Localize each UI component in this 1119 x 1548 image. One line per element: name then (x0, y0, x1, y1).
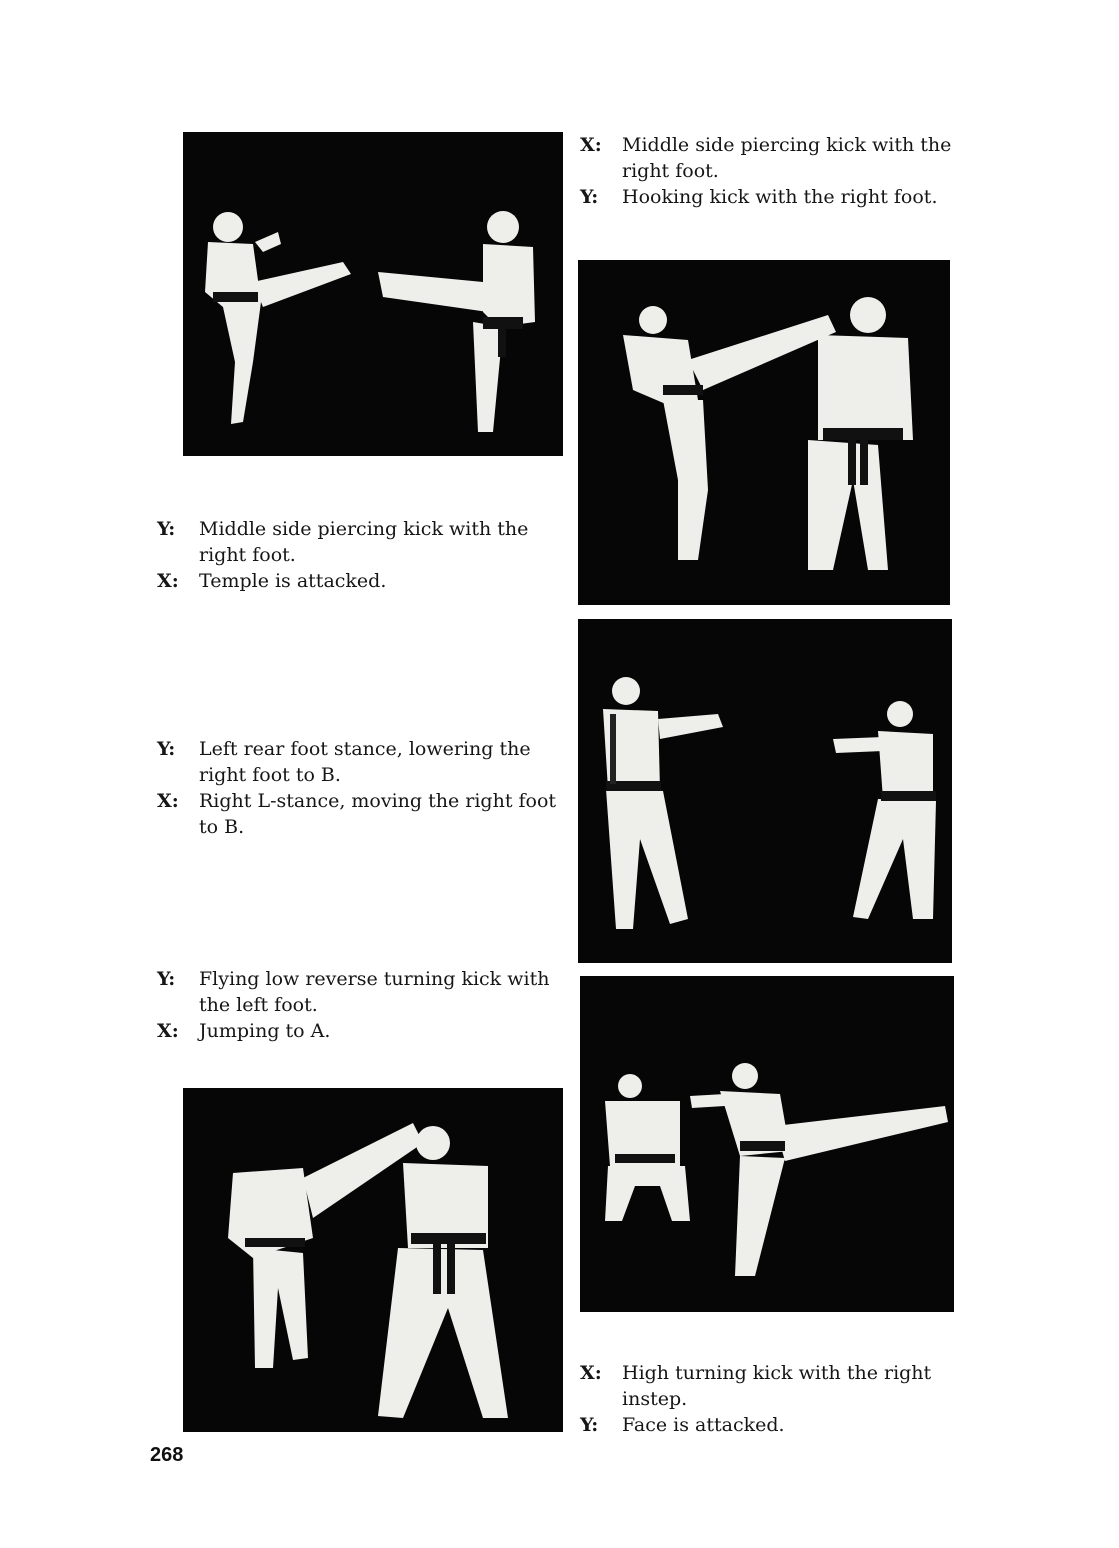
caption-text: Hooking kick with the right foot. (622, 186, 938, 208)
caption-line (157, 568, 557, 594)
caption-text: Left rear foot stance, lowering the right foot to B. (199, 738, 531, 786)
caption-text: Right L-stance, moving the right foot to B. (199, 790, 557, 838)
caption-line (580, 1412, 980, 1438)
photo-guarding-stances (578, 619, 952, 963)
caption-text: Flying low reverse turning kick with the left foot. (199, 968, 550, 1016)
speaker-label: X: (157, 1020, 179, 1042)
caption-line (157, 1018, 557, 1044)
photo-hooking-kick (578, 260, 950, 605)
photo-5-illustration (580, 976, 954, 1312)
caption-line (580, 1360, 980, 1412)
caption-left-2 (157, 736, 557, 840)
caption-text: High turning kick with the right instep. (622, 1362, 932, 1410)
photo-2-illustration (578, 260, 950, 605)
photo-high-turning-kick (580, 976, 954, 1312)
caption-text: Temple is attacked. (199, 570, 387, 592)
page-number: 268 (150, 1444, 184, 1466)
caption-line (157, 516, 557, 568)
caption-line (157, 736, 557, 788)
caption-left-3 (157, 966, 557, 1044)
caption-line (580, 132, 980, 184)
caption-text: Middle side piercing kick with the right foot. (199, 518, 529, 566)
speaker-label: X: (580, 134, 602, 156)
caption-text: Face is attacked. (622, 1414, 785, 1436)
speaker-label: Y: (157, 968, 176, 990)
speaker-label: X: (157, 570, 179, 592)
speaker-label: Y: (580, 1414, 599, 1436)
photo-1-illustration (183, 132, 563, 456)
speaker-label: Y: (157, 518, 176, 540)
photo-flying-reverse-turning-kick (183, 1088, 563, 1432)
caption-line (580, 184, 980, 210)
caption-text: Jumping to A. (199, 1020, 331, 1042)
photo-3-illustration (578, 619, 952, 963)
speaker-label: X: (580, 1362, 602, 1384)
caption-top-right (580, 132, 980, 210)
photo-4-illustration (183, 1088, 563, 1432)
speaker-label: X: (157, 790, 179, 812)
speaker-label: Y: (580, 186, 599, 208)
caption-line (157, 966, 557, 1018)
speaker-label: Y: (157, 738, 176, 760)
caption-bottom-right (580, 1360, 980, 1438)
photo-side-piercing-kick (183, 132, 563, 456)
caption-line (157, 788, 557, 840)
caption-text: Middle side piercing kick with the right foot. (622, 134, 952, 182)
caption-left-1 (157, 516, 557, 594)
